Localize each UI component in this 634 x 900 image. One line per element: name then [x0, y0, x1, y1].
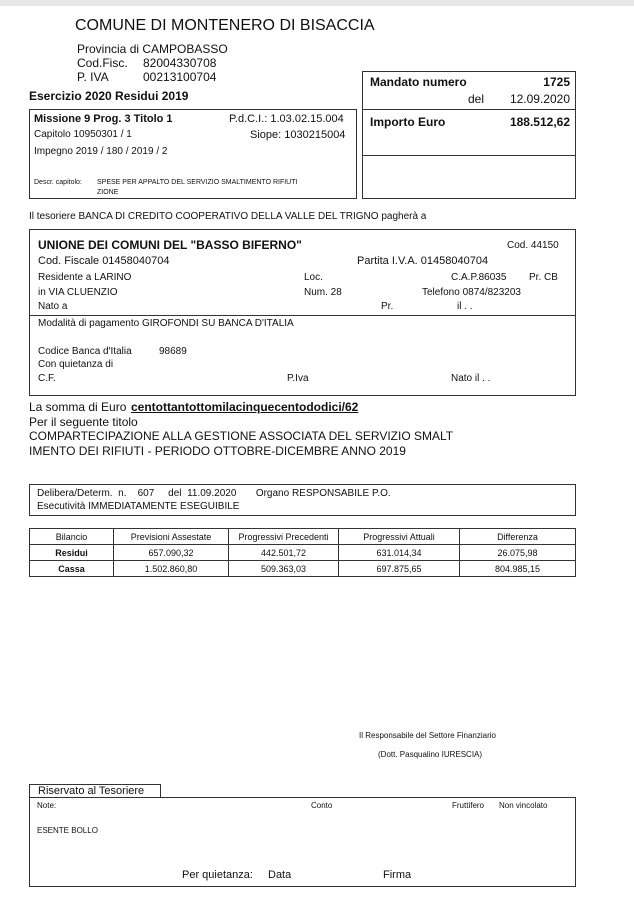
divider [362, 109, 576, 110]
table-header-cell: Differenza [460, 529, 576, 545]
somma-lettere: centottantottomilacinquecentododici/62 [131, 400, 359, 414]
causale-line1: COMPARTECIPAZIONE ALLA GESTIONE ASSOCIATA DEL SERVIZIO SMALT [29, 429, 454, 443]
responsabile: Il Responsabile del Settore Finanziario [359, 731, 496, 740]
codice-banca-label: Codice Banca d'Italia [38, 346, 132, 357]
beneficiario-cod-fiscale: Cod. Fiscale 01458040704 [38, 255, 170, 267]
table-cell: Cassa [30, 561, 114, 577]
mandato-box [362, 71, 576, 199]
table-cell: 631.014,34 [339, 545, 460, 561]
per-quietanza-label: Per quietanza: [182, 869, 253, 881]
pagamento-nato-il: Nato il . . [451, 373, 491, 384]
responsabile-nome: (Dott. Pasqualino IURESCIA) [378, 750, 483, 759]
beneficiario-loc: Loc. [304, 272, 323, 283]
table-cell: 442.501,72 [229, 545, 339, 561]
table-header-cell: Previsioni Assestate [114, 529, 229, 545]
table-row [30, 545, 576, 561]
delibera-line2: Esecutività IMMEDIATAMENTE ESEGUIBILE [37, 501, 240, 512]
cod-fisc-label: Cod.Fisc. [77, 56, 128, 70]
table-cell: 804.985,15 [460, 561, 576, 577]
tesoriere-note: Note: [37, 801, 57, 810]
beneficiario-nome: UNIONE DEI COMUNI DEL "BASSO BIFERNO" [38, 238, 302, 252]
quietanza: Con quietanza di [38, 359, 114, 370]
tesoriere-conto: Conto [311, 801, 333, 810]
table-cell: 697.875,65 [339, 561, 460, 577]
piva-label: P. IVA [77, 70, 109, 84]
tesoriere-fruttifero: Fruttifero [452, 801, 485, 810]
tesoriere-non-vincolato: Non vincolato [499, 801, 548, 810]
table-header-row [30, 529, 576, 545]
impegno: Impegno 2019 / 180 / 2019 / 2 [34, 146, 168, 157]
divider [362, 155, 576, 156]
bilancio-table [29, 528, 576, 577]
pagamento-cf: C.F. [38, 373, 56, 384]
table-cell: 1.502.860,80 [114, 561, 229, 577]
codice-banca-value: 98689 [159, 346, 187, 357]
firma-label: Firma [383, 869, 412, 881]
table-header-cell: Bilancio [30, 529, 114, 545]
esercizio: Esercizio 2020 Residui 2019 [29, 89, 189, 103]
beneficiario-nato-a: Nato a [38, 301, 68, 312]
beneficiario-pr: Pr. CB [529, 272, 558, 283]
table-header-cell: Progressivi Precedenti [229, 529, 339, 545]
provincia: Provincia di CAMPOBASSO [77, 42, 228, 56]
table-row [30, 561, 576, 577]
missione: Missione 9 Prog. 3 Titolo 1 [34, 113, 173, 125]
mandato-data: 12.09.2020 [509, 92, 570, 106]
pagamento-piva: P.Iva [287, 373, 309, 384]
per-titolo: Per il seguente titolo [29, 415, 138, 429]
esente-bollo: ESENTE BOLLO [37, 826, 98, 835]
modalita-pagamento: Modalità di pagamento GIROFONDI SU BANCA D'ITALIA [38, 318, 294, 329]
divider [29, 315, 576, 316]
tesoriere-box-title: Riservato al Tesoriere [38, 785, 145, 797]
beneficiario-partita-iva: Partita I.V.A. 01458040704 [357, 255, 489, 267]
delibera-line1: Delibera/Determ. n. 607 del 11.09.2020 Organo RESPONSABILE P.O. [37, 488, 391, 499]
cod-fisc-value: 82004330708 [143, 56, 217, 70]
mandato-del-label: del [468, 92, 485, 106]
beneficiario-pr2: Pr. [381, 301, 394, 312]
beneficiario-cod: Cod. 44150 [507, 240, 559, 251]
capitolo: Capitolo 10950301 / 1 [34, 129, 132, 140]
mandato-label: Mandato numero [370, 75, 467, 89]
tesoriere-line: Il tesoriere BANCA DI CREDITO COOPERATIVO DELLA VALLE DEL TRIGNO pagherà a [29, 211, 427, 222]
beneficiario-residente: Residente a LARINO [38, 272, 132, 283]
table-header-cell: Progressivi Attuali [339, 529, 460, 545]
causale-line2: IMENTO DEI RIFIUTI - PERIODO OTTOBRE-DICEMBRE ANNO 2019 [29, 444, 406, 458]
comune-title: COMUNE DI MONTENERO DI BISACCIA [75, 17, 375, 34]
top-edge-strip [0, 0, 634, 6]
pdci: P.d.C.I.: 1.03.02.15.004 [229, 113, 344, 125]
importo-label: Importo Euro [370, 115, 446, 129]
descr-line1: SPESE PER APPALTO DEL SERVIZIO SMALTIMENTO RIFIUTI [97, 179, 298, 186]
descr-label: Descr. capitolo: [34, 179, 82, 186]
data-label: Data [268, 869, 292, 881]
somma-label: La somma di Euro [29, 400, 127, 414]
siope: Siope: 1030215004 [250, 129, 346, 141]
beneficiario-via: in VIA CLUENZIO [38, 287, 118, 298]
beneficiario-num: Num. 28 [304, 287, 342, 298]
piva-value: 00213100704 [143, 70, 217, 84]
descr-line2: ZIONE [97, 189, 119, 196]
beneficiario-il: il . . [457, 301, 473, 312]
importo-value: 188.512,62 [509, 115, 570, 129]
table-cell: 509.363,03 [229, 561, 339, 577]
tesoriere-box [29, 797, 576, 887]
table-cell: 657.090,32 [114, 545, 229, 561]
table-cell: Residui [30, 545, 114, 561]
beneficiario-cap: C.A.P.86035 [451, 272, 507, 283]
table-cell: 26.075,98 [460, 545, 576, 561]
mandato-numero: 1725 [543, 75, 570, 89]
beneficiario-telefono: Telefono 0874/823203 [422, 287, 521, 298]
